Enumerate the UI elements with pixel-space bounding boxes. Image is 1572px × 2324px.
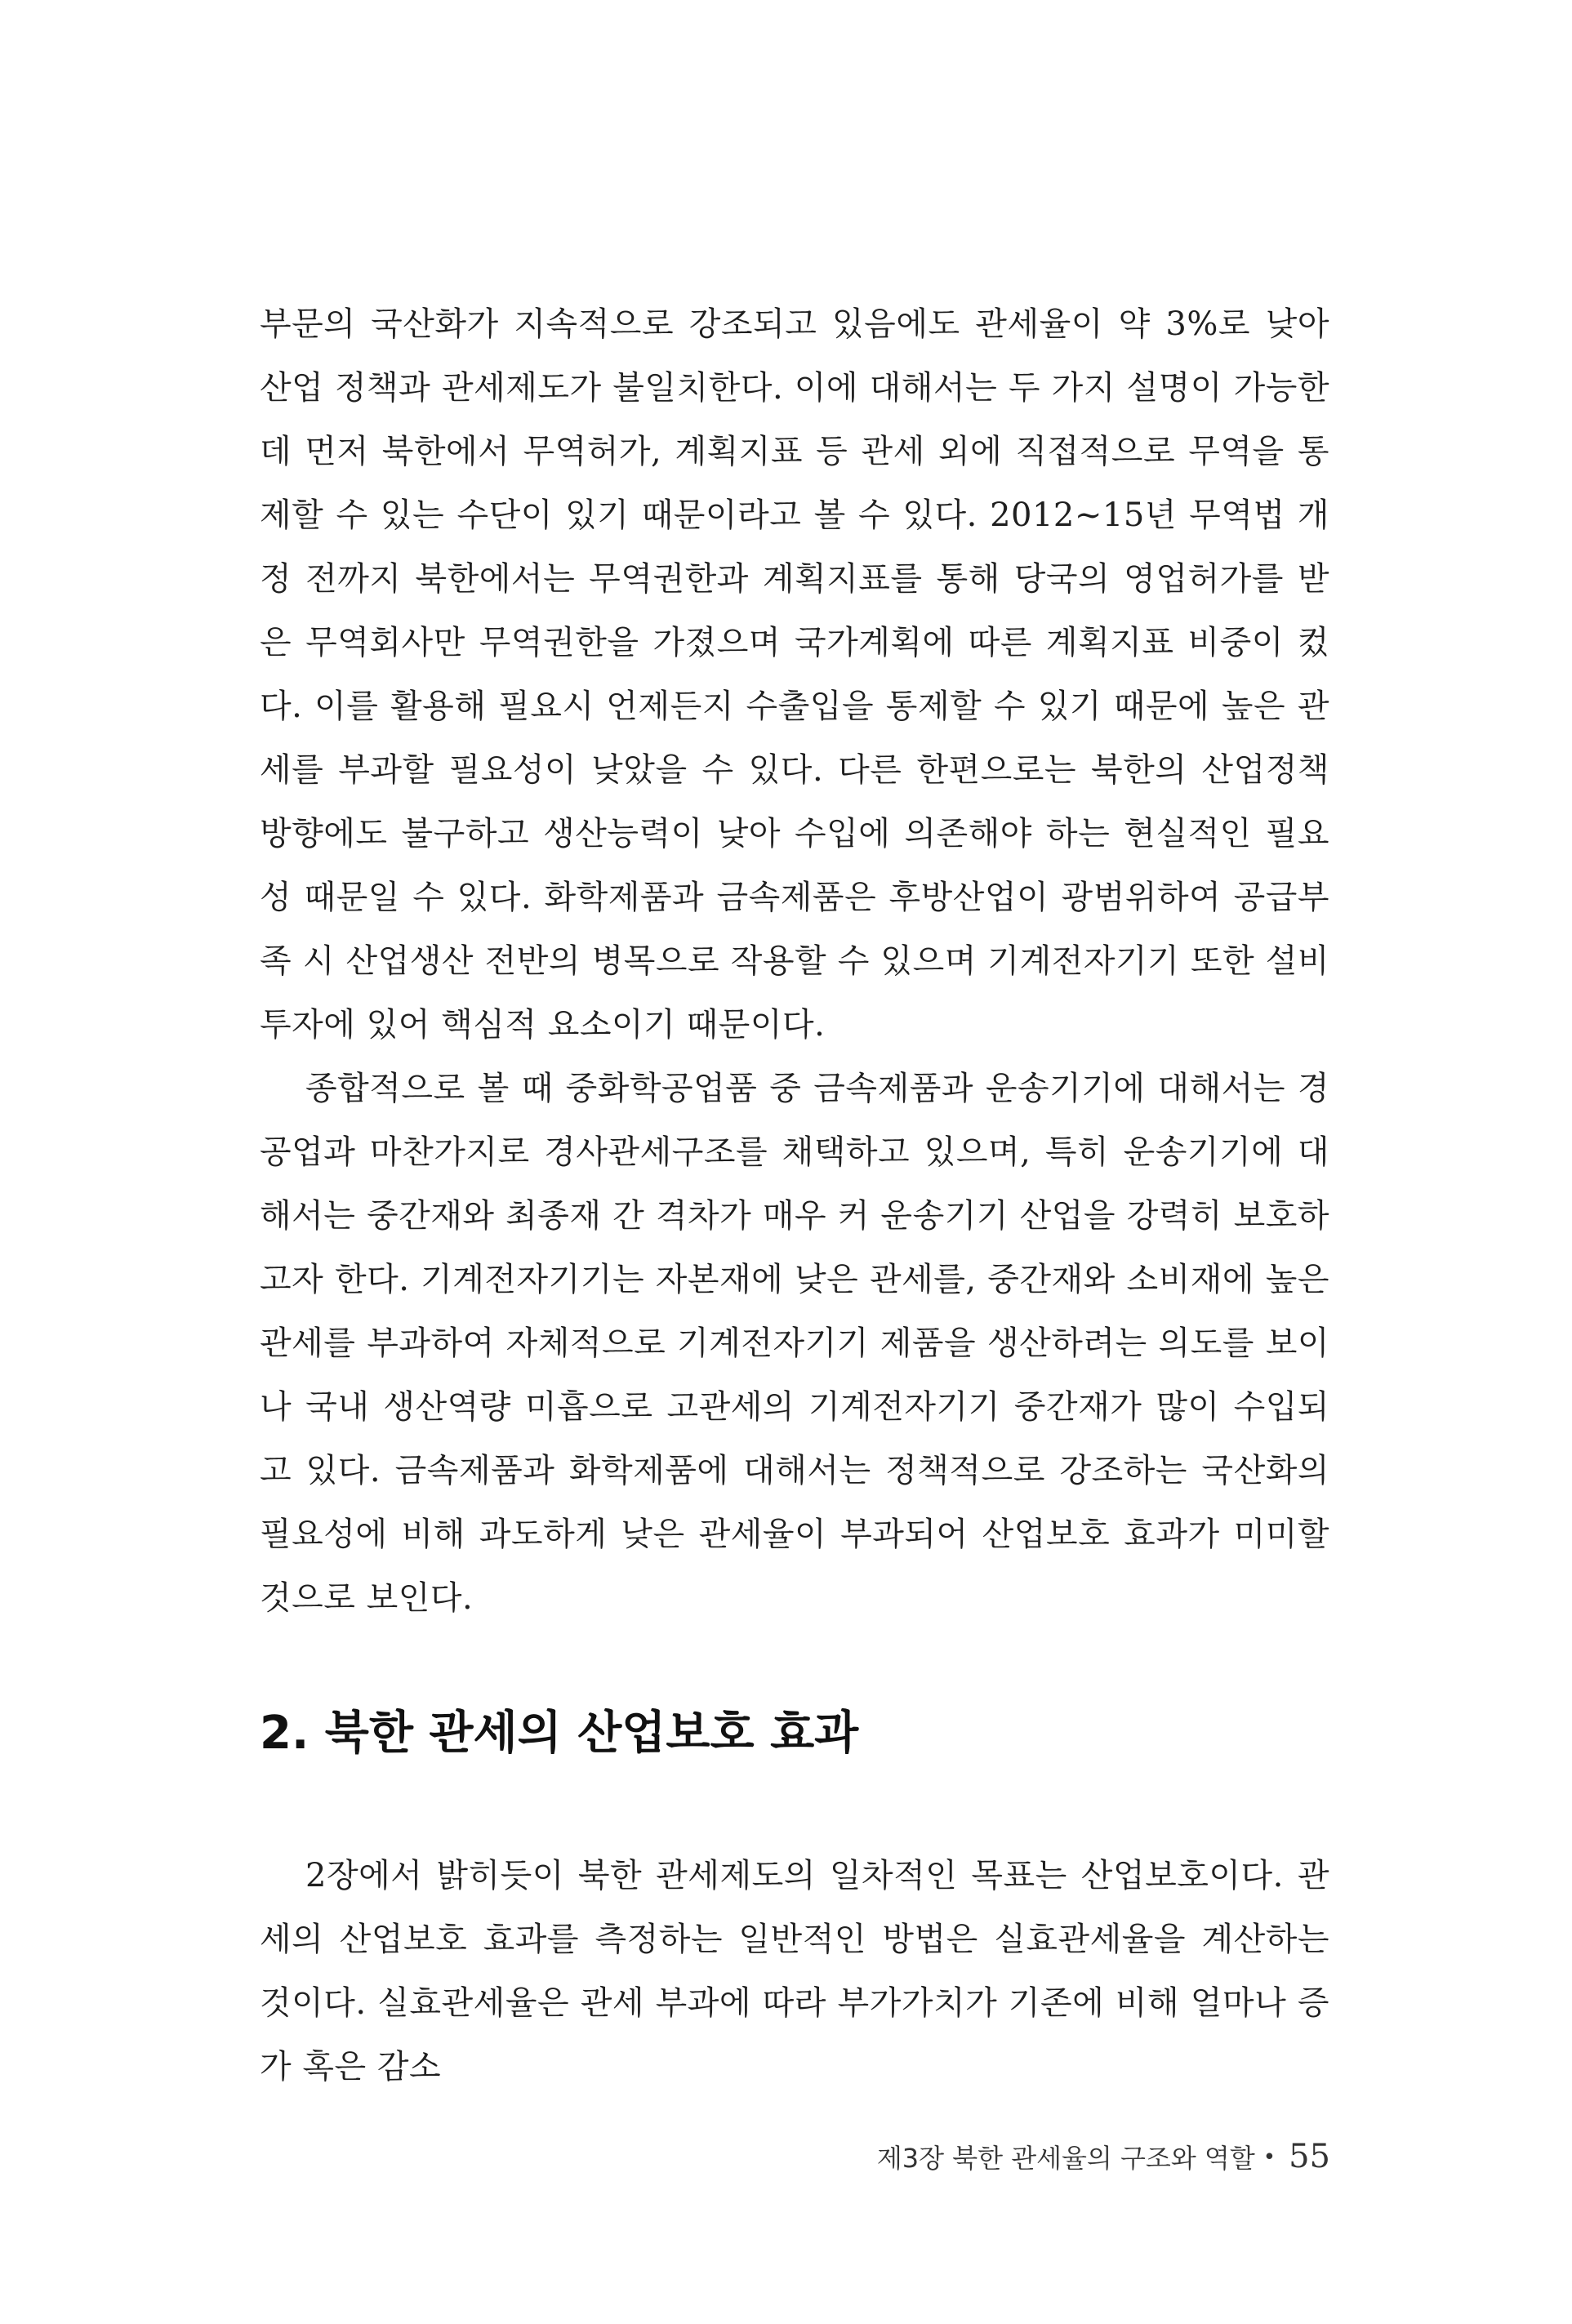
footer-chapter-title: 제3장 북한 관세율의 구조와 역할 xyxy=(876,2143,1255,2174)
section-paragraph-1: 2장에서 밝히듯이 북한 관세제도의 일차적인 목표는 산업보호이다. 관세의 산업보호 효과를 측정하는 일반적인 방법은 실효관세율을 계산하는 것이다. 실효관세율은 관세 부과에 따라 부가가치가 기존에 비해 얼마나 증가 혹은 감소 xyxy=(260,1857,1329,2086)
section-text-block xyxy=(260,1844,1329,2099)
body-text-block xyxy=(260,292,1329,1630)
section-heading: 2. 북한 관세의 산업보호 효과 xyxy=(260,1707,859,1760)
page-number: 55 xyxy=(1289,2138,1330,2175)
body-paragraph-2: 종합적으로 볼 때 중화학공업품 중 금속제품과 운송기기에 대해서는 경공업과 마찬가지로 경사관세구조를 채택하고 있으며, 특히 운송기기에 대해서는 중간재와 최종재 간 격차가 매우 커 운송기기 산업을 강력히 보호하고자 한다. 기계전자기기는 자본재에 낮은 관세를, 중간재와 소비재에 높은 관세를 부과하여 자체적으로 기계전자기기 제품을 생산하려는 의도를 보이나 국내 생산역량 미흡으로 고관세의 기계전자기기 중간재가 많이 수입되고 있다. 금속제품과 화학제품에 대해서는 정책적으로 강조하는 국산화의 필요성에 비해 과도하게 낮은 관세율이 부과되어 산업보호 효과가 미미할 것으로 보인다. xyxy=(260,1070,1329,1617)
page-footer xyxy=(877,2138,1330,2175)
footer-separator: • xyxy=(1262,2145,1276,2170)
body-paragraph-1: 부문의 국산화가 지속적으로 강조되고 있음에도 관세율이 약 3%로 낮아 산업 정책과 관세제도가 불일치한다. 이에 대해서는 두 가지 설명이 가능한데 먼저 북한에서 무역허가, 계획지표 등 관세 외에 직접적으로 무역을 통제할 수 있는 수단이 있기 때문이라고 볼 수 있다. 2012~15년 무역법 개정 전까지 북한에서는 무역권한과 계획지표를 통해 당국의 영업허가를 받은 무역회사만 무역권한을 가졌으며 국가계획에 따른 계획지표 비중이 컸다. 이를 활용해 필요시 언제든지 수출입을 통제할 수 있기 때문에 높은 관세를 부과할 필요성이 낮았을 수 있다. 다른 한편으로는 북한의 산업정책 방향에도 불구하고 생산능력이 낮아 수입에 의존해야 하는 현실적인 필요성 때문일 수 있다. 화학제품과 금속제품은 후방산업이 광범위하여 공급부족 시 산업생산 전반의 병목으로 작용할 수 있으며 기계전자기기 또한 설비투자에 있어 핵심적 요소이기 때문이다. xyxy=(260,305,1329,1044)
